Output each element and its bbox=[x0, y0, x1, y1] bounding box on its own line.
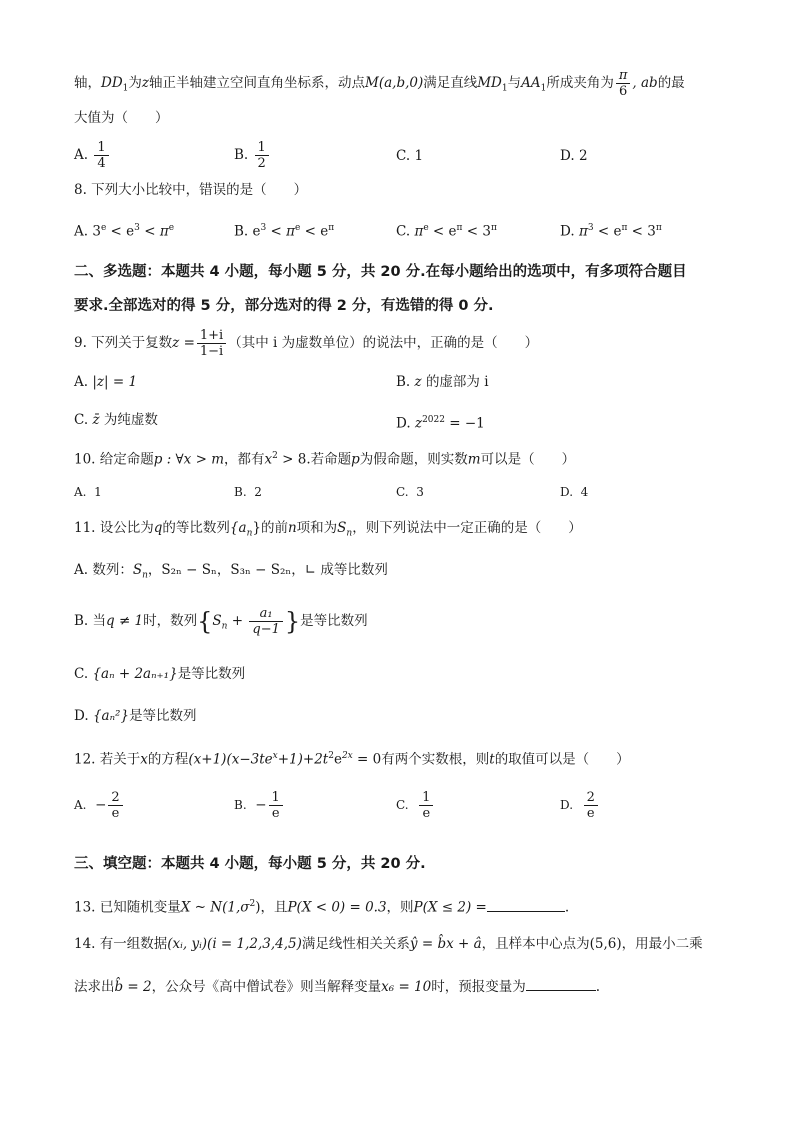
q12-stem: 12. 若关于x的方程$(x+1)(x-3te^x+1)+2t^2e^{2x} = 0$有两个实数根，则t的取值可以是（ ） bbox=[74, 751, 630, 768]
q8-option-a: A. $3^e < e^3 < \pi^e$ bbox=[74, 223, 175, 240]
q9-option-d: D. $z^{2022} = -1$ bbox=[396, 415, 485, 432]
q13-stem: 13. 已知随机变量X ~ $N(1,\sigma^2)$，且P(X < 0) = 0.3，则P(X ≤ 2) = . bbox=[74, 894, 724, 918]
q11-stem: 11. 设公比为q的等比数列$\{a_n\}$的前n项和为$S_n$，则下列说法中一定正确的是（ ） bbox=[74, 520, 582, 539]
q7-option-b: B. $\frac{1}{2}$ bbox=[234, 140, 271, 171]
q12-option-b: B. − $\frac{1}{e}$ bbox=[234, 790, 285, 821]
q9-option-c: C. z̄ 为纯虚数 bbox=[74, 412, 158, 428]
q12-option-c: C. $\frac{1}{e}$ bbox=[396, 790, 435, 821]
q9-option-b: B. z 的虚部为 i bbox=[396, 374, 489, 390]
q11-option-b: B. 当q ≠ 1时，数列{$S_n$ + $\frac{\text{a₁}}{q-1}$ }是等比数列 bbox=[74, 606, 368, 637]
q11-option-c: C. {aₙ + 2aₙ₊₁}是等比数列 bbox=[74, 666, 246, 682]
q10-option-c: C. 3 bbox=[396, 485, 424, 499]
q8-option-d: D. $\pi^3 < e^\pi < 3^\pi$ bbox=[560, 223, 662, 240]
q11-option-d: D. {aₙ²}是等比数列 bbox=[74, 708, 197, 724]
q7-option-a: A. $\frac{1}{4}$ bbox=[74, 140, 111, 171]
q12-option-d: D. $\frac{2}{e}$ bbox=[560, 790, 600, 821]
q7-angle-fraction: $\frac{\pi}{6}$ bbox=[616, 68, 631, 99]
q8-option-c: C. $\pi^e < e^\pi < 3^\pi$ bbox=[396, 223, 497, 240]
section2-heading-line1: 二、多选题：本题共 4 小题，每小题 5 分，共 20 分.在每小题给出的选项中，有多项符合题目 bbox=[74, 264, 687, 280]
q14-line2: 法求出b̂ = 2，公众号《高中僧试卷》则当解释变量x₆ = 10时，预报变量为 . bbox=[74, 976, 724, 997]
section3-heading: 三、填空题：本题共 4 小题，每小题 5 分，共 20 分. bbox=[74, 856, 426, 872]
q12-option-a: A. − $\frac{2}{e}$ bbox=[74, 790, 125, 821]
q8-stem: 8. 下列大小比较中，错误的是（ ） bbox=[74, 182, 308, 198]
section2-heading-line2: 要求.全部选对的得 5 分，部分选对的得 2 分，有选错的得 0 分. bbox=[74, 298, 494, 314]
q7-line2: 大值为（ ） bbox=[74, 110, 169, 126]
q7-option-d: D. 2 bbox=[560, 148, 588, 164]
q9-option-a: A. |z| = 1 bbox=[74, 374, 138, 390]
q13-answer-blank[interactable] bbox=[487, 897, 565, 912]
q10-stem: 10. 给定命题p : ∀x > m，都有$x^2 > 8$.若命题p为假命题，则实数m可以是（ ） bbox=[74, 451, 576, 468]
q14-answer-blank[interactable] bbox=[526, 976, 596, 991]
q10-option-a: A. 1 bbox=[74, 485, 102, 499]
q11-option-a: A. 数列：$S_n$，S₂ₙ − Sₙ，S₃ₙ − S₂ₙ，∟ 成等比数列 bbox=[74, 562, 388, 581]
q7-line1: 轴，$DD_1$为z轴正半轴建立空间直角坐标系，动点M(a,b,0)满足直线$MD_1$与$AA_1$所成夹角为 $\frac{\pi}{6}$ , ab的最 bbox=[74, 68, 685, 99]
q8-option-b: B. $e^3 < \pi^e < e^\pi$ bbox=[234, 223, 335, 240]
q9-stem: 9. 下列关于复数z = $\frac{1+i}{1-i}$ （其中 i 为虚数单位）的说法中，正确的是（ ） bbox=[74, 328, 539, 359]
q7-option-c: C. 1 bbox=[396, 148, 424, 164]
q10-option-b: B. 2 bbox=[234, 485, 262, 499]
q10-option-d: D. 4 bbox=[560, 485, 589, 499]
q14-line1: 14. 有一组数据(xᵢ, yᵢ)(i = 1,2,3,4,5)满足线性相关关系ŷ = b̂x + â，且样本中心点为(5,6)，用最小二乘 bbox=[74, 936, 703, 952]
